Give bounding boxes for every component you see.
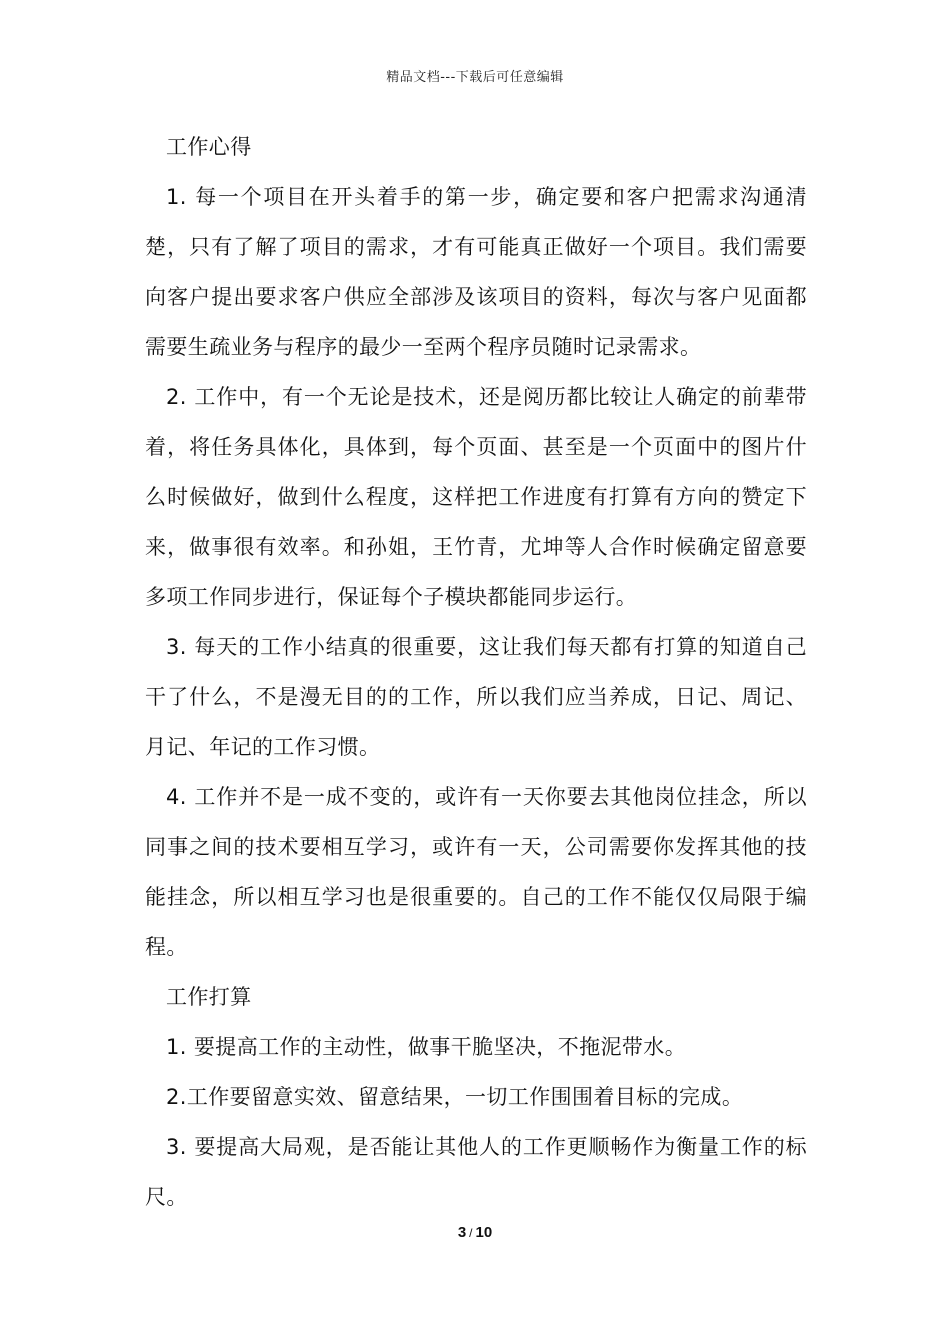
- paragraph: 1. 要提高工作的主动性，做事干脆坚决，不拖泥带水。: [166, 1035, 687, 1059]
- paragraph: 3. 每天的工作小结真的很重要，这让我们每天都有打算的知道自己干了什么，不是漫无目的的工作，所以我们应当养成，日记、周记、月记、年记的工作习惯。: [145, 635, 807, 759]
- paragraph: 4. 工作并不是一成不变的，或许有一天你要去其他岗位挂念，所以同事之间的技术要相互学习，或许有一天，公司需要你发挥其他的技能挂念，所以相互学习也是很重要的。自己的工作不能仅仅局限于编程。: [145, 785, 807, 959]
- paragraph: 1. 每一个项目在开头着手的第一步，确定要和客户把需求沟通清楚，只有了解了项目的需求，才有可能真正做好一个项目。我们需要向客户提出要求客户供应全部涉及该项目的资料，每次与客户见面都需要生疏业务与程序的最少一至两个程序员随时记录需求。: [145, 185, 807, 359]
- page-number: [0, 1224, 950, 1241]
- paragraph: 2. 工作中，有一个无论是技术，还是阅历都比较让人确定的前辈带着，将任务具体化，具体到，每个页面、甚至是一个页面中的图片什么时候做好，做到什么程度，这样把工作进度有打算有方向的赞定下来，做事很有效率。和孙姐，王竹青，尤坤等人合作时候确定留意要多项工作同步进行，保证每个子模块都能同步运行。: [145, 385, 807, 609]
- page-separator: /: [469, 1226, 473, 1240]
- section-heading: 工作心得: [166, 135, 252, 159]
- section-heading: 工作打算: [166, 985, 252, 1009]
- paragraph: 2.工作要留意实效、留意结果，一切工作围围着目标的完成。: [166, 1085, 744, 1109]
- current-page: 3: [457, 1224, 467, 1241]
- paragraph: 3. 要提高大局观，是否能让其他人的工作更顺畅作为衡量工作的标尺。: [145, 1135, 807, 1209]
- document-body: [145, 122, 807, 1222]
- total-pages: 10: [475, 1224, 493, 1241]
- page-header: 精品文档---下载后可任意编辑: [386, 70, 564, 85]
